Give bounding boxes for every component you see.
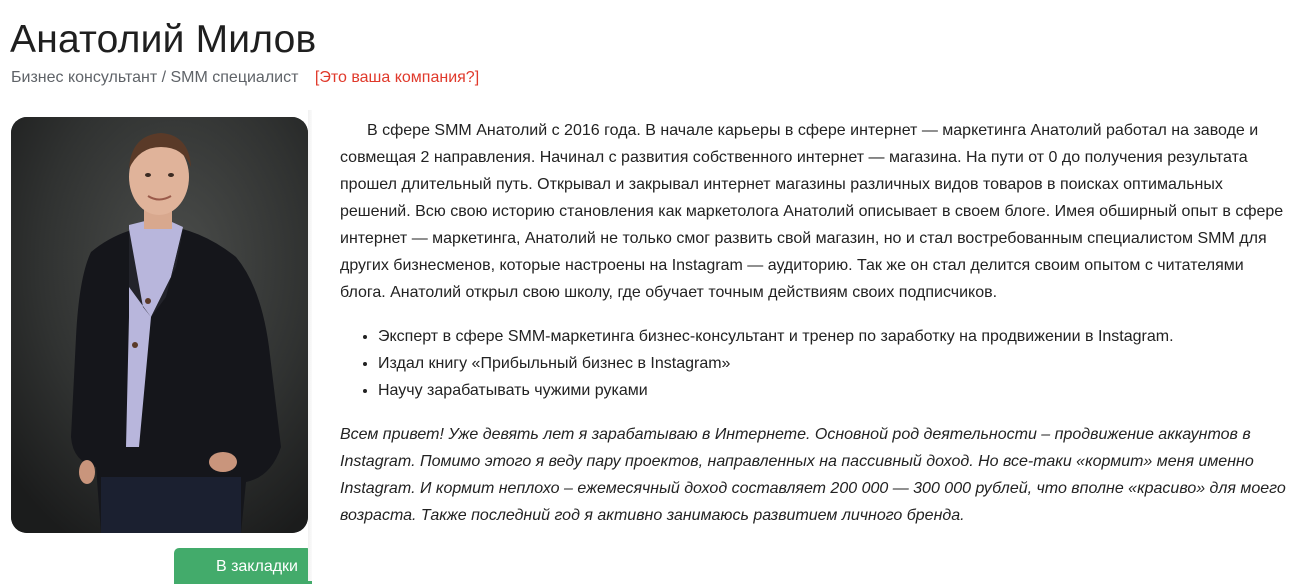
profile-subtitle: Бизнес консультант / SMM специалист xyxy=(11,69,299,86)
list-item: • Эксперт в сфере SMM-маркетинга бизнес-консультант и тренер по заработку на продвижении в Instagram. xyxy=(378,323,1290,350)
list-item: • Издал книгу «Прибыльный бизнес в Instagram» xyxy=(378,350,1290,377)
page-title: Анатолий Милов xyxy=(10,18,317,61)
bio-quote: Всем привет! Уже девять лет я зарабатываю в Интернете. Основной род деятельности – продвижение аккаунтов в Instagram. Помимо этого я веду пару проектов, направленных на пассивный доход. Но все-таки «кормит» меня именно Instagram. И кормит неплохо – ежемесячный доход составляет 200 000 — 300 000 рублей, что вполне «красиво» для моего возраста. Также последний год я активно занимаюсь развитием личного бренда. xyxy=(340,426,1286,524)
person-portrait-icon xyxy=(11,117,308,533)
profile-photo xyxy=(11,117,308,533)
subtitle-row xyxy=(11,68,479,88)
sidebar-shadow xyxy=(308,110,312,581)
list-item: • Научу зарабатывать чужими руками xyxy=(378,377,1290,404)
achievements-list xyxy=(340,323,1290,404)
bio-next-paragraph-clipped xyxy=(340,546,1290,556)
profile-sidebar xyxy=(0,110,308,581)
bio-intro: В сфере SMM Анатолий с 2016 года. В начале карьеры в сфере интернет — маркетинга Анатолий работал на заводе и совмещая 2 направления. Начинал с развития собственного интернет — магазина. На пути от 0 до получения результата прошел длительный путь. Открывал и закрывал интернет магазины различных видов товаров в поисках оптимальных решений. Всю свою историю становления как маркетолога Анатолий описывает в своем блоге. Имея обширный опыт в сфере интернет — маркетинга, Анатолий не только смог развить свой магазин, но и стал востребованным специалистом SMM для других бизнесменов, которые настроены на Instagram — аудиторию. Так же он стал делится своим опытом с читателями блога. Анатолий открыл свою школу, где обучает точным действиям своих подписчиков. xyxy=(340,122,1284,301)
bookmark-button[interactable]: В закладки xyxy=(174,548,312,584)
bio-content xyxy=(340,117,1290,556)
claim-company-link[interactable]: [Это ваша компания?] xyxy=(314,69,480,86)
